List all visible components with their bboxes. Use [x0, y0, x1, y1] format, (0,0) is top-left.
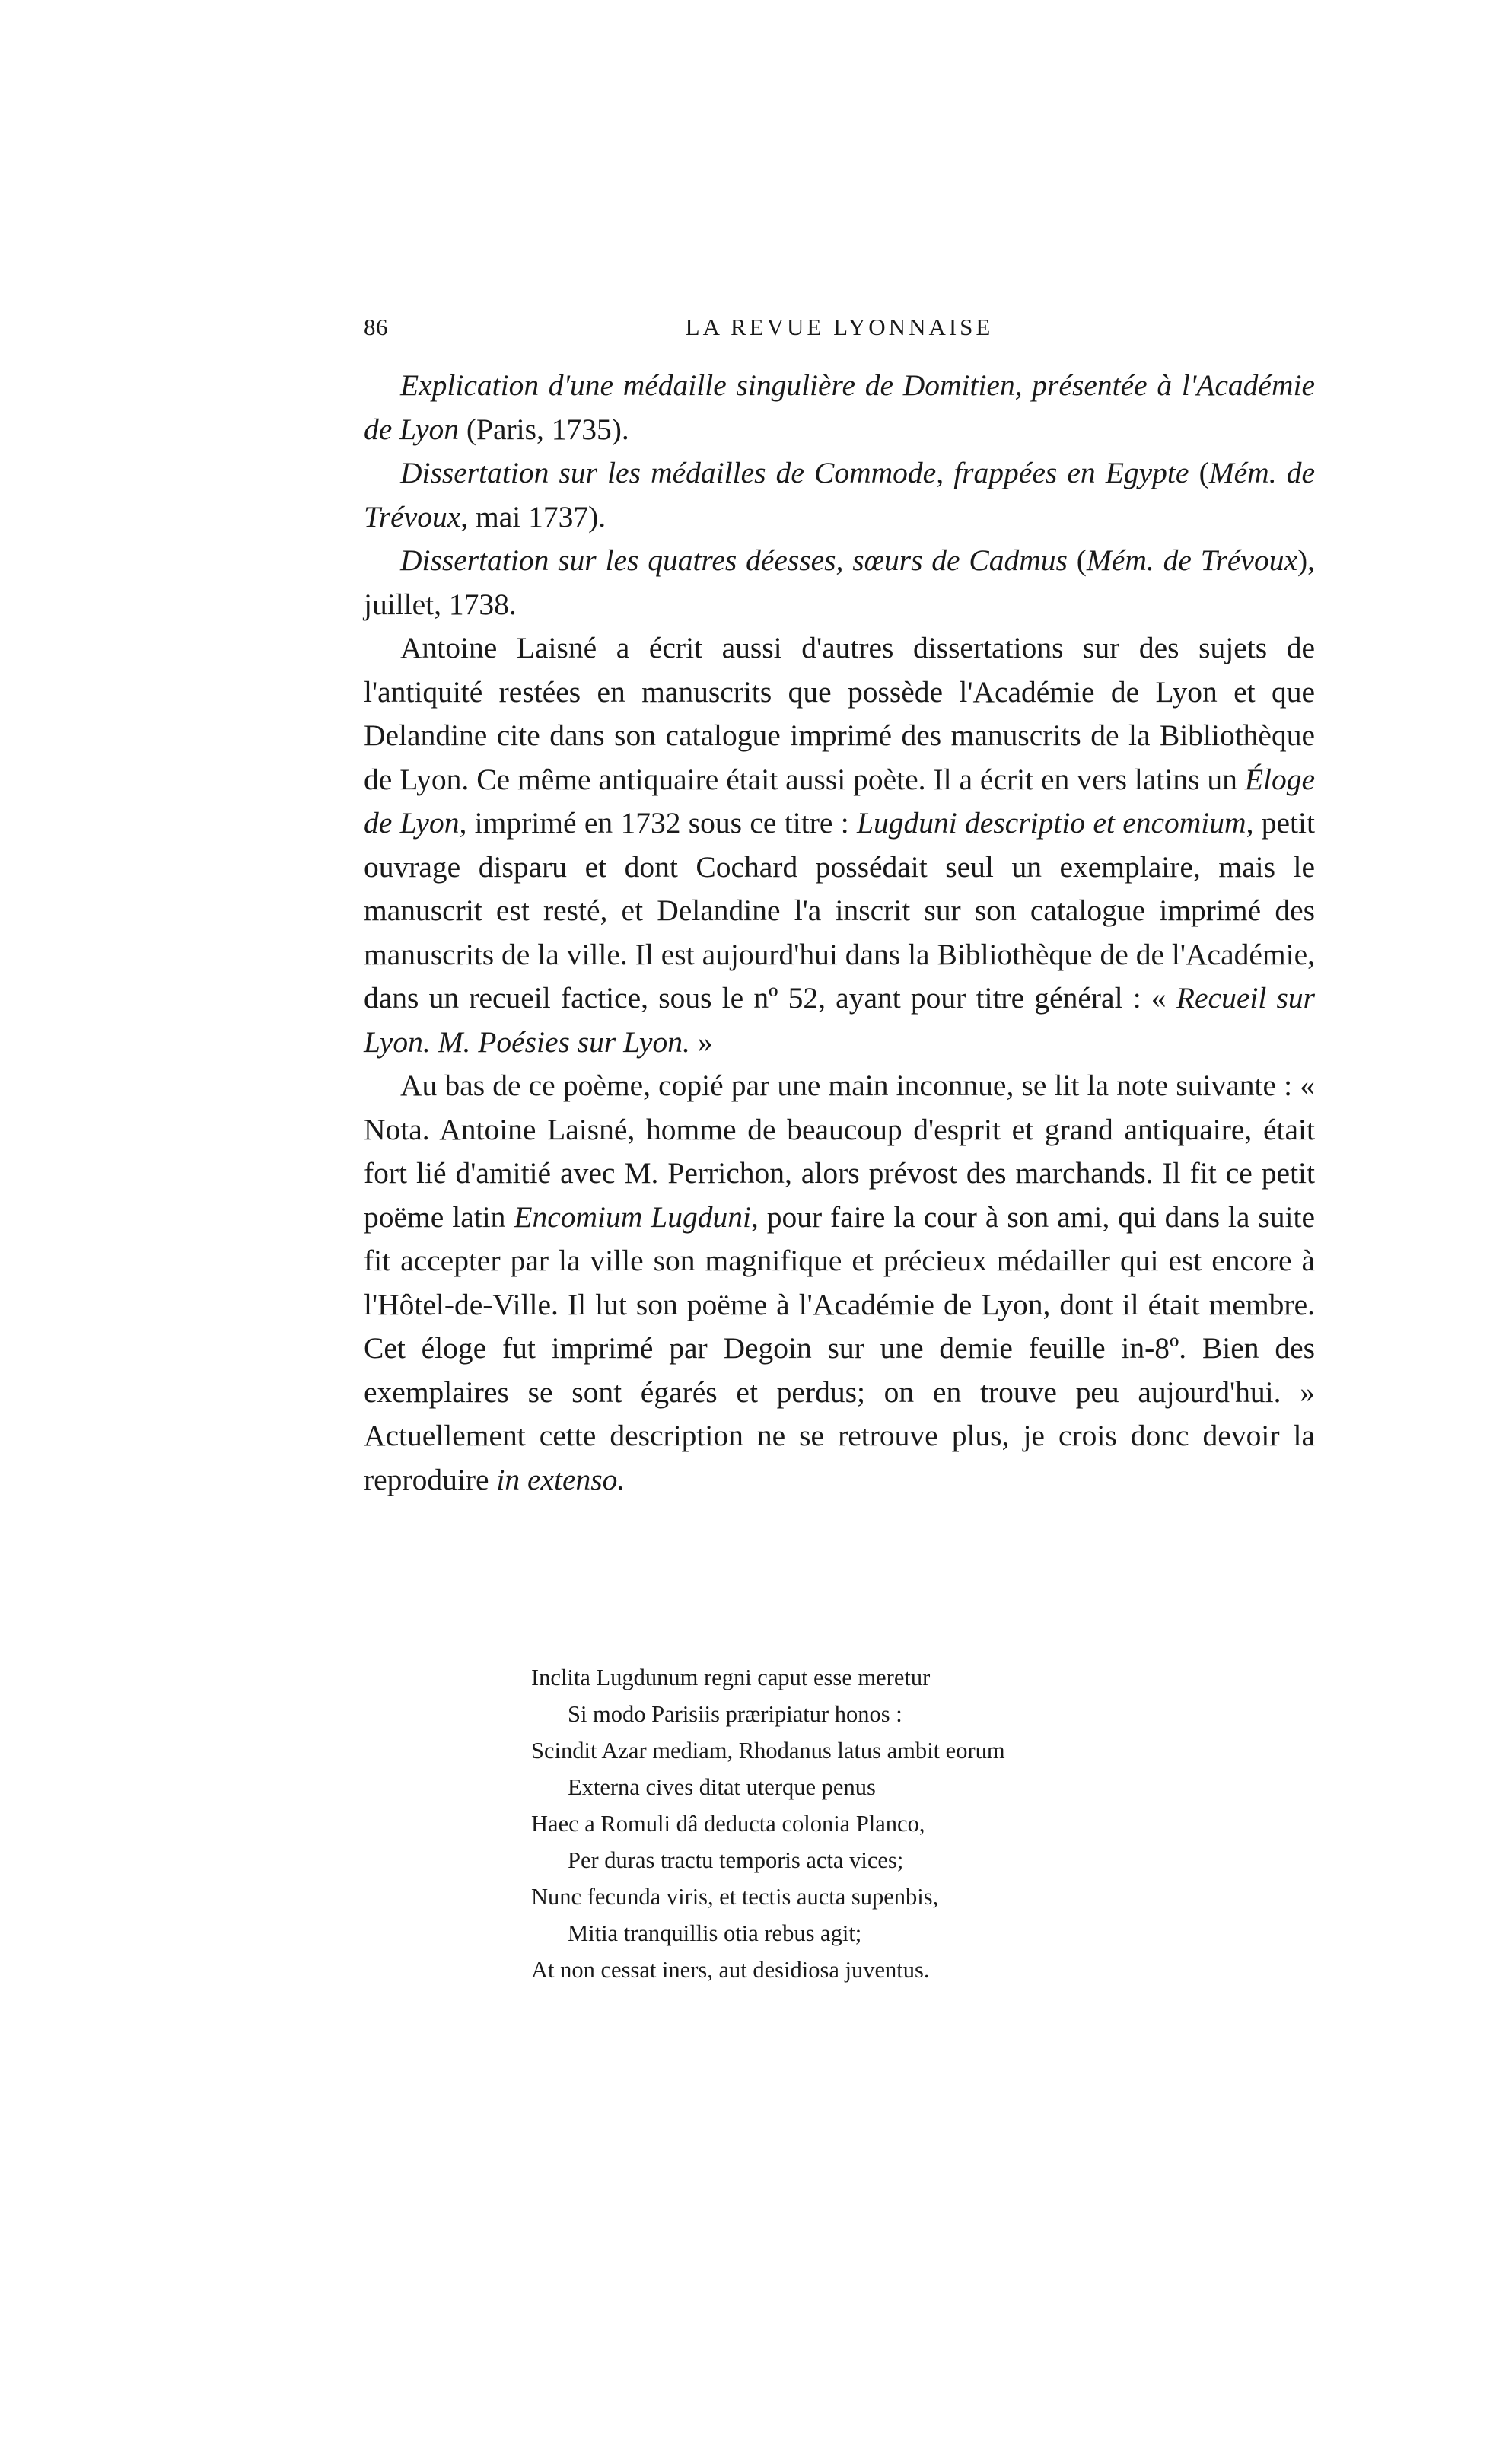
main-text	[364, 364, 1315, 1502]
poem-line: Per duras tractu temporis acta vices;	[568, 1847, 904, 1873]
text-run: , pour faire la cour à son ami, qui dans la suite fit accepter par la ville son magnifique et précieux médailler qui est encore à l'Hôtel-de-Ville. Il lut son poëme à l'Académie de Lyon, dont il était membre. Cet éloge fut imprimé par Degoin sur une demie feuille in-8º. Bien des exemplaires se sont égarés et perdus; on en trouve peu aujourd'hui. » Actuellement cette description ne se retrouve plus, je crois donc devoir la reproduire	[364, 1200, 1315, 1496]
bibliography-entry	[364, 451, 1315, 539]
work-details: , mai 1737).	[460, 499, 606, 534]
italic-run: Lugduni descriptio et encomium	[857, 806, 1246, 840]
work-details: ), juillet, 1738.	[364, 543, 1316, 621]
poem-line: Haec a Romuli dâ deducta colonia Planco,	[531, 1811, 925, 1837]
work-source: Mém. de Trévoux	[364, 456, 1315, 534]
running-title: LA REVUE LYONNAISE	[685, 314, 994, 340]
text-run: imprimé en 1732 sous ce titre :	[466, 806, 858, 840]
poem-line: Inclita Lugdunum regni caput esse meretur	[531, 1665, 931, 1690]
work-title: Dissertation sur les médailles de Commode, frappées en Egypte	[400, 456, 1189, 489]
poem-line: Scindit Azar mediam, Rhodanus latus ambit eorum	[531, 1738, 1005, 1764]
poem-line: Nunc fecunda viris, et tectis aucta supenbis,	[531, 1884, 939, 1910]
poem-line: Externa cives ditat uterque penus	[568, 1774, 876, 1800]
poem-line: At non cessat iners, aut desidiosa juventus.	[531, 1957, 930, 1983]
work-details-open: (	[1067, 543, 1087, 577]
paragraph	[364, 626, 1315, 1064]
latin-poem	[531, 1659, 1216, 1988]
page-header	[364, 314, 1315, 359]
bibliography-entry	[364, 364, 1315, 451]
text-run: Antoine Laisné a écrit aussi d'autres dissertations sur des sujets de l'antiquité restées en manuscrits que possède l'Académie de Lyon et que Delandine cite dans son catalogue imprimé des manuscrits de la Bibliothèque de Lyon. Ce même antiquaire était aussi poète. Il a écrit en vers latins un	[364, 631, 1315, 796]
work-source: Mém. de Trévoux	[1086, 543, 1297, 577]
page-number: 86	[364, 314, 388, 340]
text-run: »	[689, 1024, 713, 1059]
work-details: (Paris, 1735).	[458, 412, 629, 446]
italic-run: Encomium Lugduni	[514, 1200, 751, 1234]
text-run: , petit ouvrage disparu et dont Cochard possédait seul un exemplaire, mais le manuscrit est resté, et Delandine l'a inscrit sur son catalogue imprimé des manuscrits de la ville. Il est aujourd'hui dans la Bibliothèque de de l'Académie, dans un recueil factice, sous le nº 52, ayant pour titre général : «	[364, 806, 1315, 1015]
italic-run: Éloge de Lyon,	[364, 762, 1315, 840]
italic-run: Recueil sur Lyon. M. Poésies sur Lyon.	[364, 981, 1315, 1059]
work-details-open: (	[1189, 456, 1209, 489]
paragraph	[364, 1064, 1315, 1502]
work-title: Explication d'une médaille singulière de Domitien, présentée à l'Académie de Lyon	[364, 368, 1315, 446]
poem-line: Si modo Parisiis præripiatur honos :	[568, 1701, 902, 1727]
italic-run: in extenso.	[496, 1462, 625, 1496]
poem-line: Mitia tranquillis otia rebus agit;	[568, 1920, 862, 1946]
work-title: Dissertation sur les quatres déesses, sœurs de Cadmus	[400, 543, 1068, 577]
bibliography-entry	[364, 539, 1315, 626]
text-run: Au bas de ce poème, copié par une main inconnue, se lit la note suivante : « Nota. Antoine Laisné, homme de beaucoup d'esprit et grand antiquaire, était fort lié d'amitié avec M. Perrichon, alors prévost des marchands. Il fit ce petit poëme latin	[364, 1069, 1315, 1234]
